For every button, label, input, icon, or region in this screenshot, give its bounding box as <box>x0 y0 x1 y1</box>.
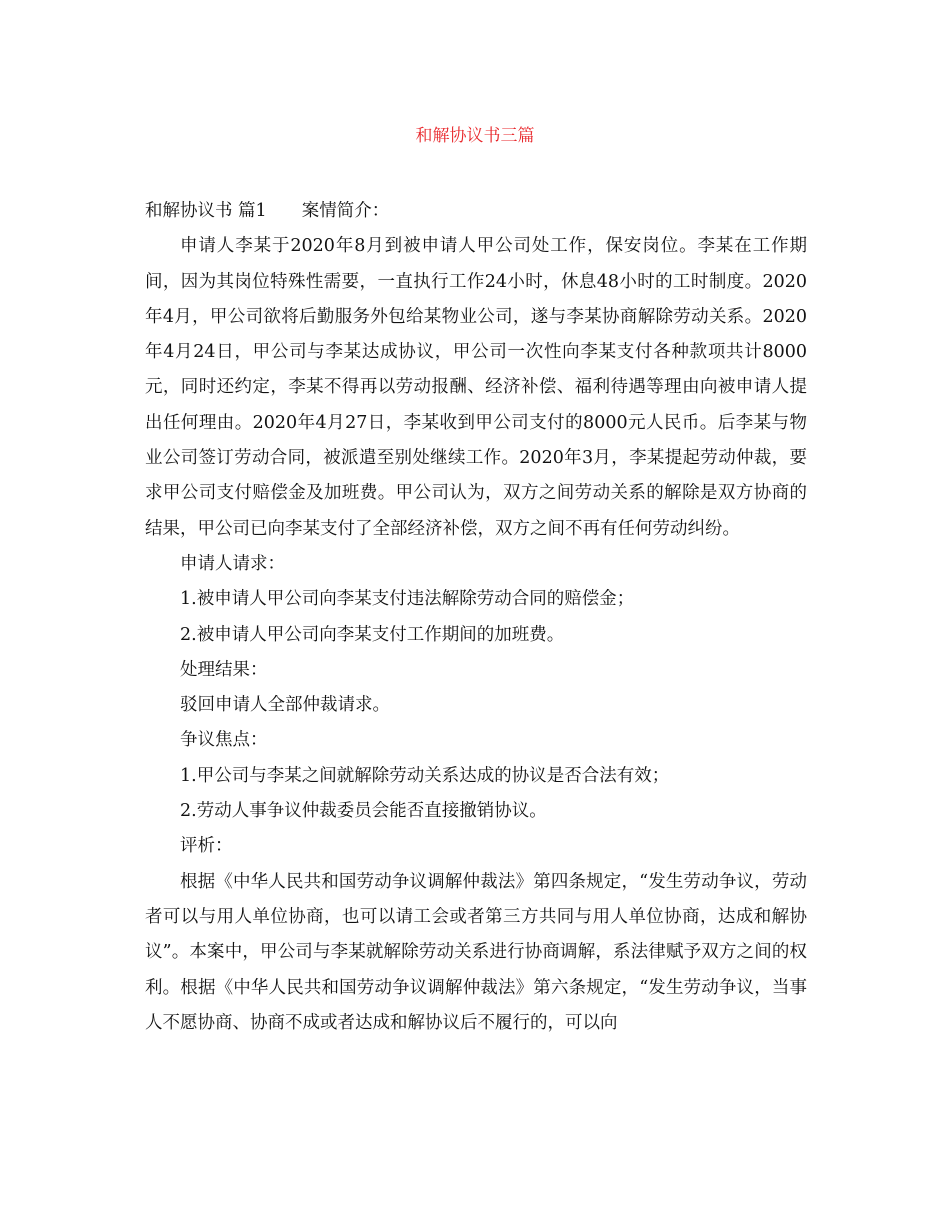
case-summary-paragraph: 申请人李某于2020年8月到被申请人甲公司处工作，保安岗位。李某在工作期间，因为其岗位特殊性需要，一直执行工作24小时，休息48小时的工时制度。2020年4月，甲公司欲将后勤服务外包给某物业公司，遂与李某协商解除劳动关系。2020年4月24日，甲公司与李某达成协议，甲公司一次性向李某支付各种款项共计8000元，同时还约定，李某不得再以劳动报酬、经济补偿、福利待遇等理由向被申请人提出任何理由。2020年4月27日，李某收到甲公司支付的8000元人民币。后李某与物业公司签订劳动合同，被派遣至别处继续工作。2020年3月，李某提起劳动仲裁，要求甲公司支付赔偿金及加班费。甲公司认为，双方之间劳动关系的解除是双方协商的结果，甲公司已向李某支付了全部经济补偿，双方之间不再有任何劳动纠纷。 <box>145 236 807 539</box>
section-heading: 和解协议书 篇1 案情简介： <box>145 201 390 221</box>
result-text: 驳回申请人全部仲裁请求。 <box>180 695 390 716</box>
dispute-item-2: 2.劳动人事争议仲裁委员会能否直接撤销协议。 <box>180 801 547 822</box>
document-body <box>145 194 807 1041</box>
claim-item-2: 2.被申请人甲公司向李某支付工作期间的加班费。 <box>180 624 565 645</box>
dispute-item-1: 1.甲公司与李某之间就解除劳动关系达成的协议是否合法有效； <box>180 765 670 786</box>
claims-heading: 申请人请求： <box>180 553 285 574</box>
analysis-paragraph: 根据《中华人民共和国劳动争议调解仲裁法》第四条规定，“发生劳动争议，劳动者可以与用人单位协商，也可以请工会或者第三方共同与用人单位协商，达成和解协议”。本案中，甲公司与李某就解除劳动关系进行协商调解，系法律赋予双方之间的权利。根据《中华人民共和国劳动争议调解仲裁法》第六条规定，“发生劳动争议，当事人不愿协商、协商不成或者达成和解协议后不履行的，可以向 <box>145 871 807 1033</box>
claim-item-1: 1.被申请人甲公司向李某支付违法解除劳动合同的赔偿金； <box>180 589 635 610</box>
dispute-heading: 争议焦点： <box>180 730 268 751</box>
document-title: 和解协议书三篇 <box>415 126 535 146</box>
result-heading: 处理结果： <box>180 659 268 680</box>
analysis-heading: 评析： <box>180 836 233 857</box>
